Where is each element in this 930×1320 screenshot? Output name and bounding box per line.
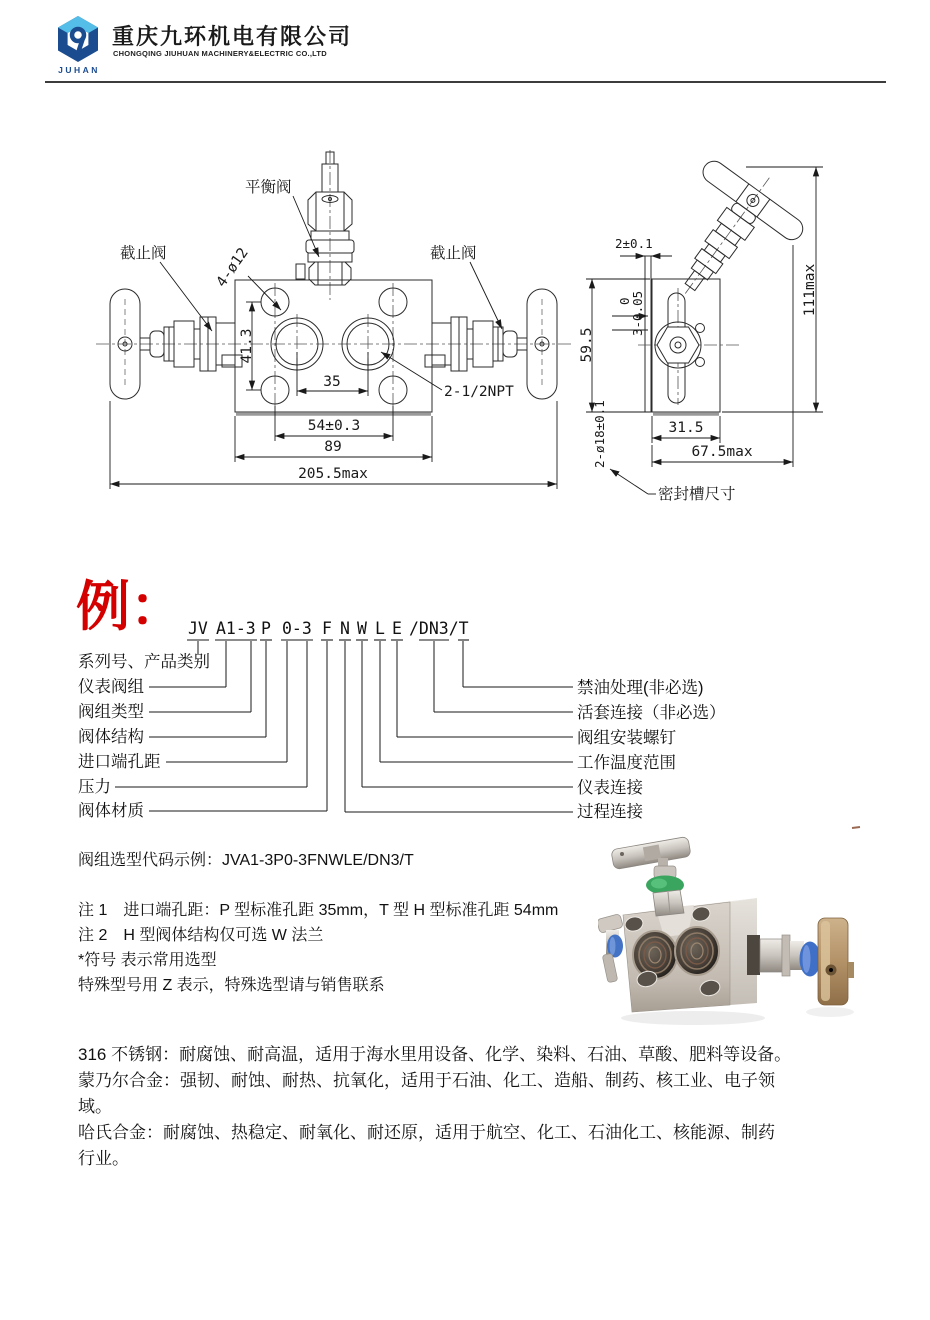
code-seg-e: E [392, 619, 402, 638]
dim-89: 89 [324, 439, 342, 455]
dim-54: 54±0.3 [307, 418, 361, 434]
dim-205-5: 205.5max [298, 466, 368, 482]
ordering-code-diagram [60, 595, 890, 835]
photo-center-valve [611, 836, 691, 916]
label-type: 阀组类型 [78, 703, 144, 721]
code-seg-l: L [375, 619, 385, 638]
npt-callout: 2-1/2NPT [444, 384, 514, 400]
code-seg-jv: JV [188, 619, 208, 638]
example-mark: 例： [76, 577, 184, 637]
stop-valve-right-label: 截止阀 [430, 245, 477, 262]
label-series: 系列号、产品类别 [78, 653, 210, 671]
code-left-labels [78, 652, 210, 820]
label-structure: 阀体结构 [78, 728, 144, 746]
groove-holes-callout: 2-ø18±0.1 [592, 400, 607, 468]
label-manifold: 仪表阀组 [78, 678, 144, 696]
code-right-labels [577, 678, 726, 821]
stop-valve-left-label: 截止阀 [120, 245, 167, 262]
dim-35: 35 [323, 374, 341, 390]
artifact-dash [852, 827, 860, 828]
dim-step: 3-0.05 [630, 290, 645, 336]
dim-31-5: 31.5 [668, 420, 704, 436]
shadow [621, 1011, 765, 1025]
code-seg-w: W [357, 619, 367, 638]
side-valve-drawing [638, 143, 818, 328]
balance-valve-label: 平衡阀 [245, 179, 292, 196]
header-divider [45, 81, 886, 83]
material-hastelloy-line1: 哈氏合金：耐腐蚀、热稳定、耐氧化、耐还原，适用于航空、化工、石油化工、核能源、制药 [78, 1123, 775, 1142]
code-seg-o3: 0-3 [282, 619, 312, 638]
label-loose-joint: 活套连接（非必选） [577, 704, 726, 722]
technical-drawing [40, 120, 920, 540]
label-instrument-conn: 仪表连接 [577, 779, 643, 797]
code-seg-dn3t: /DN3/T [409, 619, 469, 638]
label-pressure: 压力 [78, 778, 111, 796]
code-segments [188, 619, 469, 638]
code-seg-p: P [261, 619, 271, 638]
label-material: 阀体材质 [78, 802, 144, 820]
note-4: 特殊型号用 Z 表示，特殊选型请与销售联系 [78, 977, 385, 994]
balance-valve-drawing [296, 152, 354, 285]
code-seg-a13: A1-3 [216, 619, 256, 638]
note-2: 注 2 H 型阀体结构仅可选 W 法兰 [78, 927, 324, 944]
code-seg-n: N [340, 619, 350, 638]
company-name-cn: 重庆九环机电有限公司 [112, 24, 353, 49]
seal-groove-label: 密封槽尺寸 [658, 486, 736, 503]
material-monel-line1: 蒙乃尔合金：强韧、耐蚀、耐热、抗氧化，适用于石油、化工、造船、制药、核工业、电子领 [78, 1071, 775, 1090]
product-photo [598, 822, 923, 1034]
material-316-line: 316 不锈钢：耐腐蚀、耐高温，适用于海水里用设备、化学、染料、石油、草酸、肥料等设备。 [78, 1045, 792, 1064]
photo-right-valve [747, 918, 854, 1005]
holes-callout: 4-ø12 [213, 245, 252, 291]
dim-59-5: 59.5 [579, 327, 595, 363]
code-example-line: 阀组选型代码示例：JVA1-3P0-3FNWLE/DN3/T [78, 852, 414, 869]
photo-left-valve [598, 914, 623, 983]
dim-41-3: 41.3 [239, 328, 255, 364]
label-inlet-pitch: 进口端孔距 [78, 753, 161, 771]
material-monel-line2: 域。 [78, 1097, 112, 1116]
threaded-port-left [633, 931, 677, 979]
company-name-en: CHONGQING JIUHUAN MACHINERY&ELECTRIC CO.,LTD [113, 49, 327, 58]
code-seg-f: F [322, 619, 332, 638]
note-1: 注 1 进口端孔距：P 型标准孔距 35mm，T 型 H 型标准孔距 54mm [78, 902, 559, 919]
label-process-conn: 过程连接 [577, 803, 643, 821]
dim-step-upper: 0 [617, 297, 632, 305]
company-logo [52, 12, 114, 76]
label-temp-range: 工作温度范围 [577, 754, 676, 772]
dim-111: 111max [802, 263, 818, 317]
logo-text: JUHAN [58, 65, 100, 75]
note-3: *符号 表示常用选型 [78, 952, 217, 969]
label-mount-screw: 阀组安装螺钉 [577, 729, 676, 747]
front-view-drawing [96, 150, 572, 489]
material-hastelloy-line2: 行业。 [78, 1149, 129, 1168]
threaded-port-right [675, 927, 719, 975]
dim-2: 2±0.1 [615, 236, 653, 251]
photo-block [623, 898, 757, 1012]
label-oil-free: 禁油处理(非必选) [577, 679, 704, 697]
shadow-handle [806, 1007, 854, 1017]
dim-67-5: 67.5max [691, 444, 753, 460]
side-view-drawing [579, 143, 823, 503]
code-connector-lines [115, 687, 573, 812]
code-drop-lines [198, 641, 463, 812]
